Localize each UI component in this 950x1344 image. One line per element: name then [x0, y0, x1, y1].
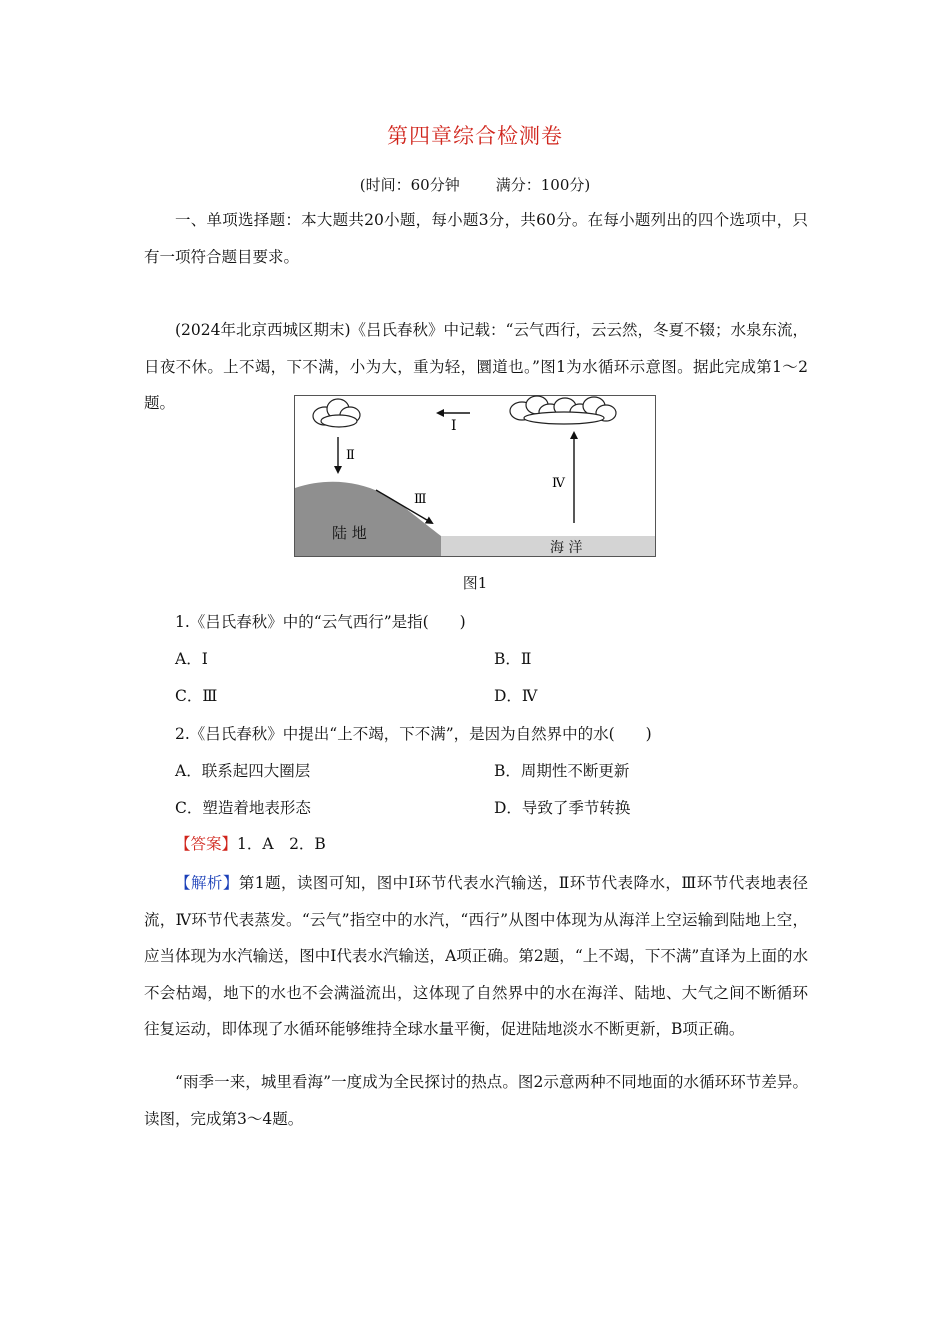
land-label: 陆 地	[332, 524, 367, 542]
full-score: 满分：100分)	[495, 176, 591, 194]
arrow-label-iii: Ⅲ	[414, 492, 427, 507]
arrow-label-ii: Ⅱ	[346, 448, 355, 463]
sea-area	[441, 536, 655, 556]
exam-meta	[0, 174, 950, 195]
water-cycle-diagram	[294, 395, 656, 557]
question-2-option-d: D．导致了季节转换	[494, 799, 631, 817]
time-limit: (时间：60分钟	[359, 176, 460, 194]
page-title: 第四章综合检测卷	[387, 124, 563, 148]
question-1-option-b: B．Ⅱ	[494, 650, 532, 668]
sea-label: 海 洋	[550, 540, 583, 556]
question-2-option-a: A．联系起四大圈层	[175, 762, 311, 780]
answer-tag: 【答案】	[175, 835, 238, 853]
question-1-option-a: A．Ⅰ	[175, 650, 208, 668]
question-1-stem: 1.《吕氏春秋》中的“云气西行”是指( )	[175, 613, 466, 631]
arrow-label-i: Ⅰ	[451, 418, 457, 434]
question-2-stem: 2.《吕氏春秋》中提出“上不竭，下不满”，是因为自然界中的水( )	[175, 725, 652, 743]
figure-caption: 图1	[462, 574, 488, 592]
question-1-option-c: C．Ⅲ	[175, 687, 218, 705]
question-1-option-d: D．Ⅳ	[494, 687, 538, 705]
analysis-tag: 【解析】	[175, 874, 239, 892]
answer-text: 1．A 2．B	[237, 835, 326, 853]
arrow-label-iv: Ⅳ	[552, 476, 565, 491]
section-intro: 一、单项选择题：本大题共20小题，每小题3分，共60分。在每小题列出的四个选项中，只有一项符合题目要求。	[144, 211, 808, 266]
water-cycle-figure	[294, 395, 656, 557]
analysis-text: 第1题，读图可知，图中Ⅰ环节代表水汽输送，Ⅱ环节代表降水，Ⅲ环节代表地表径流，Ⅳ环节代表蒸发。“云气”指空中的水汽，“西行”从图中体现为从海洋上空运输到陆地上空，应当体现为水汽输送，图中Ⅰ代表水汽输送，A项正确。第2题，“上不竭，下不满”直译为上面的水不会枯竭，地下的水也不会满溢流出，这体现了自然界中的水在海洋、陆地、大气之间不断循环往复运动，即体现了水循环能够维持全球水量平衡，促进陆地淡水不断更新，B项正确。	[144, 874, 808, 1038]
analysis-paragraph	[144, 865, 808, 1048]
answer-line	[175, 832, 326, 854]
source-passage: (2024年北京西城区期末)《吕氏春秋》中记载：“云气西行，云云然，冬夏不辍；水泉东流，日夜不休。上不竭，下不满，小为大，重为轻，圜道也。”图1为水循环示意图。据此完成第1～2题。	[144, 321, 808, 412]
next-passage: “雨季一来，城里看海”一度成为全民探讨的热点。图2示意两种不同地面的水循环环节差异。读图，完成第3～4题。	[144, 1073, 808, 1128]
question-2-option-b: B．周期性不断更新	[494, 762, 630, 780]
question-2-option-c: C．塑造着地表形态	[175, 799, 311, 817]
